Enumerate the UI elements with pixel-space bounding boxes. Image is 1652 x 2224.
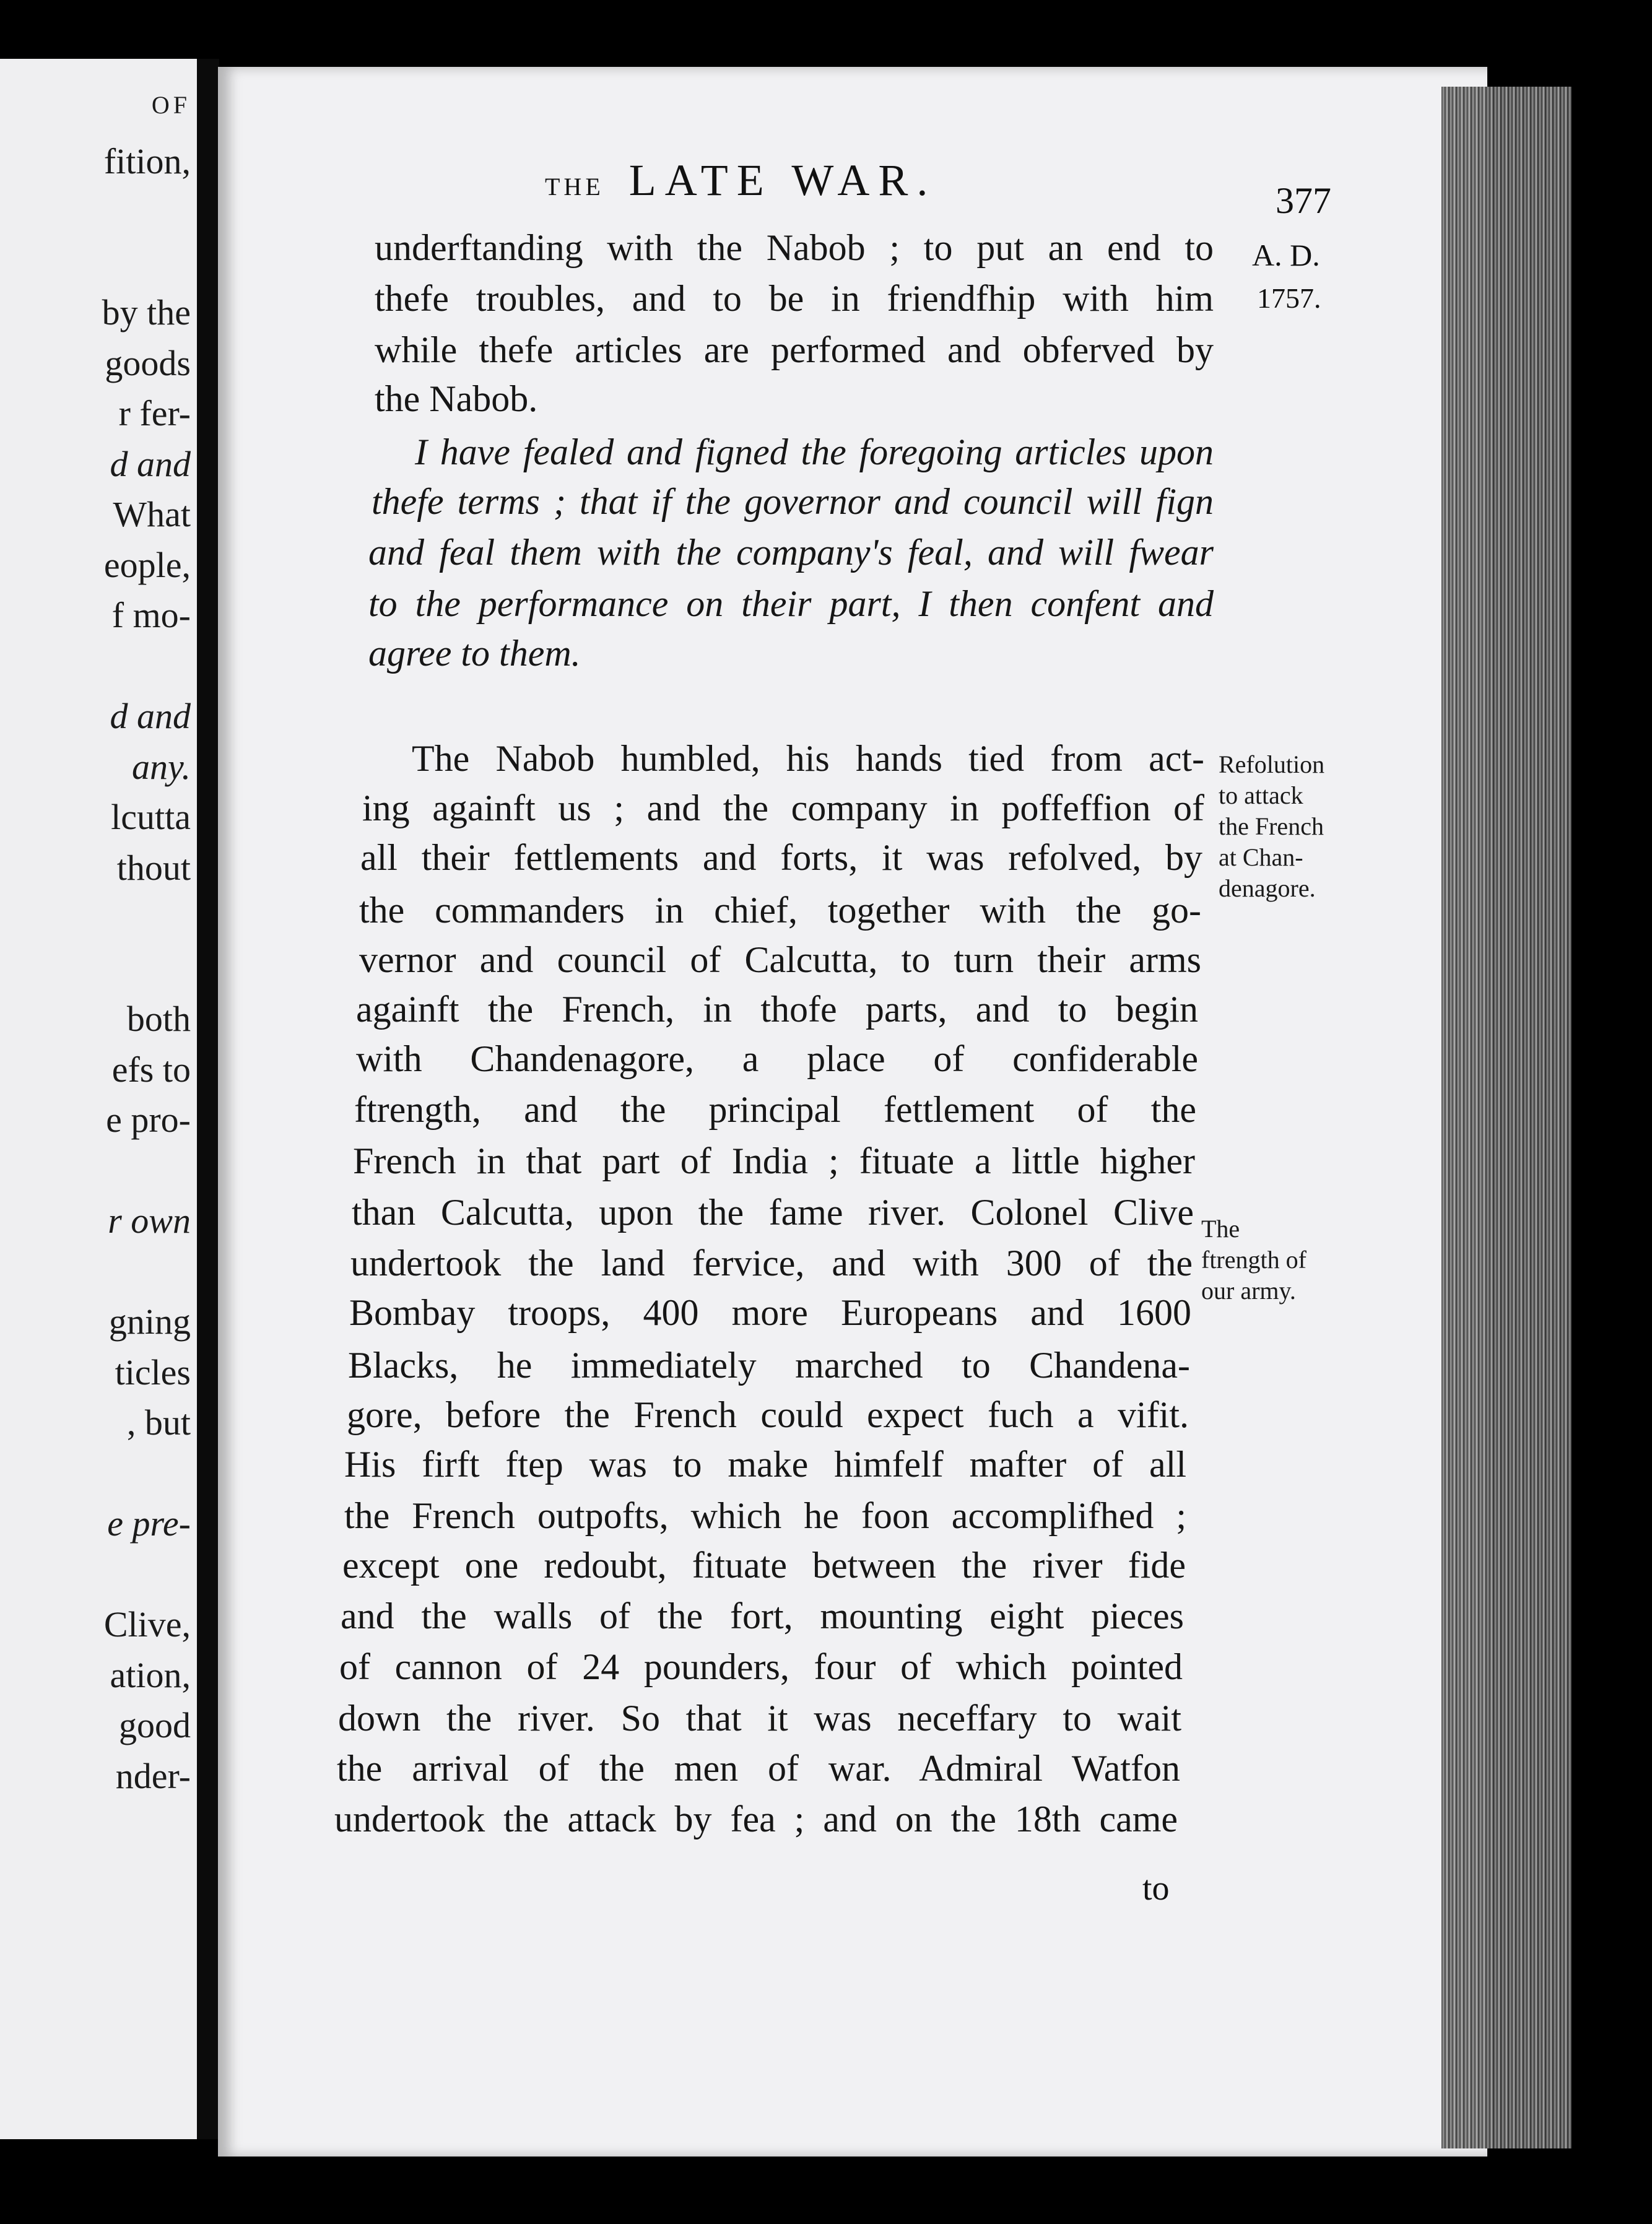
left-page-fragment: Clive,	[103, 1604, 191, 1644]
left-page-fragment: ticles	[115, 1352, 191, 1392]
left-page-fragment: gning	[108, 1301, 191, 1342]
margin-note-line: Refolution	[1219, 750, 1325, 778]
left-page-fragment: fition,	[103, 141, 191, 181]
page-edges	[1441, 87, 1572, 2148]
left-page-fragment: good	[119, 1705, 191, 1745]
margin-date-era: A. D.	[1252, 238, 1320, 272]
margin-note-line: at Chan-	[1219, 843, 1303, 871]
left-page-fragment: , but	[126, 1402, 191, 1443]
text-line: and feal them with the company's feal, and will fwear	[368, 532, 1214, 573]
margin-note-line: our army.	[1201, 1277, 1296, 1305]
left-page-fragment: OF	[151, 91, 191, 119]
text-line: ing againft us ; and the company in poffeffion of	[362, 788, 1204, 828]
running-head	[545, 155, 936, 206]
text-line: and the walls of the fort, mounting eight pieces	[341, 1596, 1184, 1636]
text-line: Bombay troops, 400 more Europeans and 1600	[349, 1292, 1191, 1333]
left-page-fragment: e pre-	[107, 1503, 191, 1544]
text-line: down the river. So that it was neceffary to wait	[338, 1698, 1181, 1739]
left-page-fragment: by the	[102, 292, 191, 332]
text-line: thefe troubles, and to be in friendfhip with him	[375, 278, 1214, 319]
text-line: His firft ftep was to make himfelf mafter of all	[344, 1444, 1186, 1485]
text-line: the arrival of the men of war. Admiral Watfon	[337, 1748, 1180, 1789]
margin-note-line: denagore.	[1219, 874, 1316, 902]
text-line: I have fealed and figned the foregoing articles upon	[415, 432, 1214, 472]
text-line: the commanders in chief, together with the go-	[359, 890, 1201, 931]
left-page-fragment: ation,	[110, 1654, 191, 1695]
text-line: vernor and council of Calcutta, to turn their arms	[359, 939, 1201, 980]
left-page-fragment: d and	[110, 443, 191, 484]
margin-note-line: the French	[1219, 812, 1324, 840]
text-line: than Calcutta, upon the fame river. Colonel Clive	[352, 1192, 1194, 1233]
left-page-fragment: What	[113, 494, 191, 534]
left-page-fragment: nder-	[115, 1755, 191, 1796]
text-line: with Chandenagore, a place of confiderable	[356, 1038, 1198, 1079]
running-head-prefix: THE	[545, 173, 604, 201]
text-line: agree to them.	[368, 633, 581, 674]
page-number: 377	[1276, 180, 1331, 221]
book-gutter	[197, 59, 219, 2139]
left-page-fragment: eople,	[103, 544, 191, 585]
margin-note-line: to attack	[1219, 781, 1303, 809]
text-line: the Nabob.	[375, 378, 538, 419]
text-line: The Nabob humbled, his hands tied from act-	[412, 738, 1204, 779]
margin-note-line: The	[1201, 1215, 1240, 1243]
text-line: all their fettlements and forts, it was refolved, by	[360, 837, 1202, 878]
text-line: except one redoubt, fituate between the river fide	[342, 1545, 1186, 1586]
left-page-fragment: efs to	[111, 1049, 191, 1090]
text-line: while thefe articles are performed and obferved by	[375, 329, 1214, 370]
running-head-title: LATE WAR.	[628, 155, 937, 205]
text-line: the French outpofts, which he foon accomplifhed ;	[344, 1495, 1186, 1536]
left-page-fragment: r own	[108, 1201, 191, 1241]
left-page-fragment: d and	[110, 696, 191, 736]
left-page-fragment: f mo-	[111, 595, 191, 635]
text-line: ftrength, and the principal fettlement of the	[354, 1089, 1196, 1130]
left-page-fragment: both	[126, 999, 191, 1039]
left-page-fragment: lcutta	[111, 797, 191, 837]
text-line: gore, before the French could expect fuch a vifit.	[347, 1394, 1189, 1435]
text-line: againft the French, in thofe parts, and to begin	[356, 989, 1198, 1030]
left-page-fragment: thout	[116, 847, 191, 888]
text-line: of cannon of 24 pounders, four of which pointed	[339, 1646, 1183, 1687]
left-page-fragment: r fer-	[118, 393, 191, 433]
text-line: French in that part of India ; fituate a little higher	[353, 1140, 1195, 1181]
text-line: Blacks, he immediately marched to Chandena-	[348, 1345, 1190, 1386]
text-line: undertook the attack by fea ; and on the 18th came	[334, 1799, 1178, 1840]
margin-note-line: ftrength of	[1201, 1246, 1306, 1274]
text-line: thefe terms ; that if the governor and council will fign	[372, 481, 1214, 522]
left-facing-page	[0, 59, 197, 2139]
catchword: to	[1142, 1869, 1170, 1908]
text-line: undertook the land fervice, and with 300 of the	[350, 1243, 1193, 1284]
text-line: to the performance on their part, I then confent and	[368, 583, 1214, 624]
left-page-fragment: any.	[131, 746, 191, 787]
margin-date-year: 1757.	[1257, 282, 1321, 314]
text-line: underftanding with the Nabob ; to put an end to	[375, 227, 1214, 268]
left-page-fragment: goods	[105, 342, 191, 383]
left-page-fragment: e pro-	[106, 1100, 191, 1140]
